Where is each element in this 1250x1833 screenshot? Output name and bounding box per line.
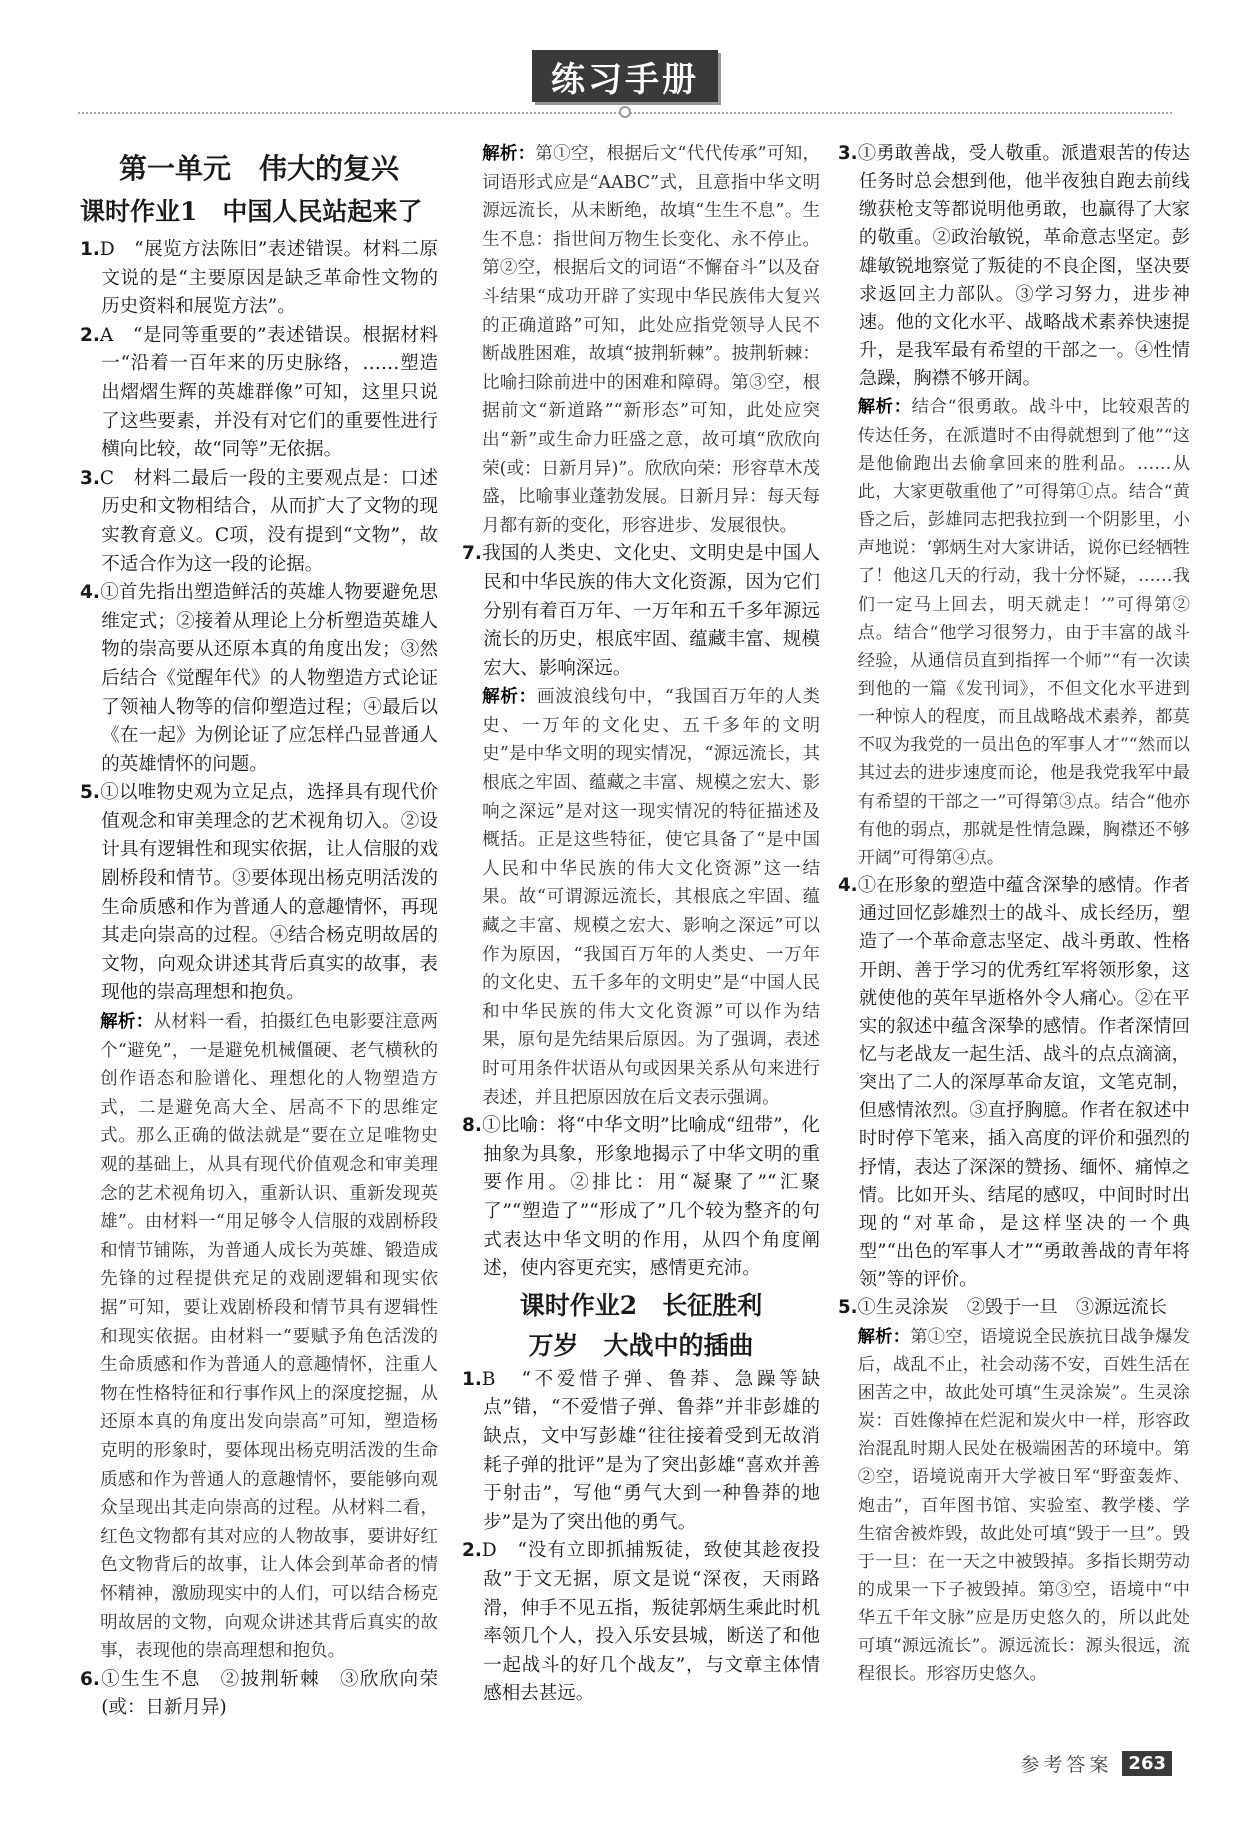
answer-item: 7.我国的人类史、文化史、文明史是中国人民和中华民族的伟大文化资源，因为它们分别有着百万年、一万年和五千多年源远流长的历史，根底牢固、蕴藏丰富、规模宏大、影响深远。	[462, 543, 820, 679]
answer-item: 5.①生灵涂炭 ②毁于一旦 ③源远流长	[838, 1297, 1167, 1319]
answer-item: 6.①生生不息 ②披荆斩棘 ③欣欣向荣(或：日新月异)	[80, 1668, 438, 1719]
analysis-block: 解析：从材料一看，拍摄红色电影要注意两个“避免”，一是避免机械僵硬、老气横秋的创作语态和脸谱化、理想化的人物塑造方式，二是避免高大全、居高不下的思维定式。那么正确的做法就是“要在立足唯物史观的基础上，从具有现代价值观念和审美理念的艺术视角切入，重新认识、重新发现英雄”。由材料一“用足够令人信服的戏剧桥段和情节铺陈，为普通人成长为英雄、锻造成先锋的过程提供充足的戏剧逻辑和现实依据”可知，要让戏剧桥段和情节具有逻辑性和现实依据。由材料一“要赋予角色活泼的生命质感和作为普通人的意趣情怀，注重人物在性格特征和行事作风上的深度挖掘，从还原本真的角度出发向崇高”可知，塑造杨克明的形象时，要体现出杨克明活泼的生命质感和作为普通人的意趣情怀，要能够向观众呈现出其走向崇高的过程。从材料二看，红色文物都有其对应的人物故事，要讲好红色文物背后的故事，让人体会到革命者的情怀精神，激励现实中的人们，可以结合杨克明故居的文物，向观众讲述其背后真实的故事，表现他的崇高理想和抱负。	[100, 1012, 439, 1662]
answer-item: 3.①勇敢善战，受人敬重。派遣艰苦的传达任务时总会想到他，他半夜独自跑去前线缴获枪支等都说明他勇敢，也赢得了大家的敬重。②政治敏锐，革命意志坚定。彭雄敏锐地察觉了叛徒的不良企图，坚决要求返回主力部队。③学习努力，进步神速。他的文化水平、战略战术素养快速提升，是我军最有希望的干部之一。④性情急躁，胸襟不够开阔。	[838, 143, 1190, 390]
lesson-title: 课时作业1 中国人民站起来了	[80, 197, 423, 226]
answer-item: 2.D “没有立即抓捕叛徒，致使其趁夜投敌”于文无据，原文是说“深夜，天雨路滑，伸手不见五指，叛徒郭炳生乘此时机率领几个人，投入乐安县城，断送了和他一起战斗的好几个战友”，与文章主体情感相去甚远。	[462, 1540, 820, 1705]
analysis-block: 解析：第①空，根据后文“代代传承”可知，词语形式应是“AABC”式，且意指中华文明源远流长，从未断绝，故填“生生不息”。生生不息：指世间万物生长变化、永不停止。第②空，根据后文的词语“不懈奋斗”以及奋斗结果“成功开辟了实现中华民族伟大复兴的正确道路”可知，此处应指党领导人民不断战胜困难，故填“披荆斩棘”。披荆斩棘：比喻扫除前进中的困难和障碍。第③空，根据前文“新道路”“新形态”可知，此处应突出“新”或生命力旺盛之意，故可填“欣欣向荣(或：日新月异)”。欣欣向荣：形容草木茂盛，比喻事业蓬勃发展。日新月异：每天每月都有新的变化，形容进步、发展很快。	[482, 144, 820, 536]
answer-item: 8.①比喻：将“中华文明”比喻成“纽带”，化抽象为具象，形象地揭示了中华文明的重要作用。②排比：用“凝聚了”“汇聚了”“塑造了”“形成了”几个较为整齐的句式表达中华文明的作用，从四个角度阐述，使内容更充实，感情更充沛。	[462, 1115, 820, 1280]
lesson-title: 课时作业2 长征胜利	[519, 1290, 763, 1320]
footer-label: 参考答案	[1020, 1754, 1113, 1776]
analysis-block: 解析：第①空，语境说全民族抗日战争爆发后，战乱不止，社会动荡不安，百姓生活在困苦之中，故此处可填“生灵涂炭”。生灵涂炭：百姓像掉在烂泥和炭火中一样，形容政治混乱时期人民处在极端困苦的环境中。第②空，语境说南开大学被日军“野蛮轰炸、炮击”，百年图书馆、实验室、教学楼、学生宿舍被炸毁，故此处可填“毁于一旦”。毁于一旦：在一天之中被毁掉。多指长期劳动的成果一下子被毁掉。第③空，语境中“中华五千年文脉”应是历史悠久的，所以此处可填“源远流长”。源远流长：源头很远，流程很长。形容历史悠久。	[857, 1326, 1190, 1685]
page-footer	[1020, 1750, 1172, 1777]
column-right	[838, 140, 1190, 1689]
section-banner	[532, 50, 718, 102]
lesson-title-line2: 万岁 大战中的插曲	[528, 1330, 754, 1360]
page-number: 263	[1122, 1751, 1172, 1776]
answer-item: 4.①在形象的塑造中蕴含深挚的感情。作者通过回忆彭雄烈士的战斗、成长经历，塑造了一个革命意志坚定、战斗勇敢、性格开朗、善于学习的优秀红军将领形象，这就使他的英年早逝格外令人痛心。②在平实的叙述中蕴含深挚的感情。作者深情回忆与老战友一起生活、战斗的点点滴滴，突出了二人的深厚革命友谊，文笔克制，但感情浓烈。③直抒胸臆。作者在叙述中时时停下笔来，插入高度的评价和强烈的抒情，表达了深深的赞扬、缅怀、痛悼之情。比如开头、结尾的感叹，中间时时出现的“对革命，是这样坚决的一个典型”“出色的军事人才”“勇敢善战的青年将领”等的评价。	[838, 875, 1190, 1291]
answer-item: 5.①以唯物史观为立足点，选择具有现代价值观念和审美理念的艺术视角切入。②设计具有逻辑性和现实依据，让人信服的戏剧桥段和情节。③要体现出杨克明活泼的生命质感和作为普通人的意趣情怀，再现其走向崇高的过程。④结合杨克明故居的文物，向观众讲述其背后真实的故事，表现他的崇高理想和抱负。	[80, 782, 438, 1004]
answer-item: 2.A “是同等重要的”表述错误。根据材料一“沿着一百年来的历史脉络，……塑造出熠熠生辉的英雄群像”可知，这里只说了这些要素，并没有对它们的重要性进行横向比较，故“同等”无依据。	[80, 324, 438, 461]
answer-item: 1.B “不爱惜子弹、鲁莽、急躁等缺点”错，“不爱惜子弹、鲁莽”并非彭雄的缺点，文中写彭雄“往往接着受到无故消耗子弹的批评”是为了突出彭雄“喜欢并善于射击”，写他“勇气大到一种鲁莽的地步”是为了突出他的勇气。	[462, 1368, 820, 1533]
divider-dot-icon	[619, 106, 631, 118]
answer-item: 1.D “展览方法陈旧”表述错误。材料二原文说的是“主要原因是缺乏革命性文物的历史资料和展览方法”。	[80, 239, 438, 318]
answer-item: 3.C 材料二最后一段的主要观点是：口述历史和文物相结合，从而扩大了文物的现实教育意义。C项，没有提到“文物”，故不适合作为这一段的论据。	[80, 467, 438, 575]
column-left	[80, 140, 438, 1723]
analysis-block: 解析：画波浪线句中，“我国百万年的人类史、一万年的文化史、五千多年的文明史”是中华文明的现实情况，“源远流长，其根底之牢固、蕴藏之丰富、规模之宏大、影响之深远”是对这一现实情况的特征描述及概括。正是这些特征，使它具备了“是中国人民和中华民族的伟大文化资源”这一结果。故“可谓源远流长，其根底之牢固、蕴藏之丰富、规模之宏大、影响之深远”可以作为原因，“我国百万年的人类史、一万年的文化史、五千多年的文明史”是“中国人民和中华民族的伟大文化资源”可以作为结果，原句是先结果后原因。为了强调，表述时可用条件状语从句或因果关系从句来进行表述，并且把原因放在后文表示强调。	[482, 687, 821, 1108]
unit-title: 第一单元 伟大的复兴	[118, 152, 399, 185]
column-middle	[462, 140, 820, 1709]
analysis-block: 解析：结合“很勇敢。战斗中，比较艰苦的传达任务，在派遣时不由得就想到了他”“这是他偷跑出去偷拿回来的胜利品。……从此，大家更敬重他了”可得第①点。结合“黄昏之后，彭雄同志把我拉到一个阴影里，小声地说：‘郭炳生对大家讲话，说你已经牺牲了！他这几天的行动，我十分怀疑，……我们一定马上回去，明天就走！’”可得第②点。结合“他学习很努力，由于丰富的战斗经验，从通信员直到指挥一个师”“有一次读到他的一篇《发刊词》，不但文化水平进到一种惊人的程度，而且战略战术素养，都莫不叹为我党的一员出色的军事人才”“然而以其过去的进步速度而论，他是我党我军中最有希望的干部之一”可得第③点。结合“他亦有他的弱点，那就是性情急躁，胸襟还不够开阔”可得第④点。	[857, 397, 1190, 868]
banner-title: 练习手册	[551, 59, 699, 100]
answer-item: 4.①首先指出塑造鲜活的英雄人物要避免思维定式；②接着从理论上分析塑造英雄人物的崇高要从还原本真的角度出发；③然后结合《觉醒年代》的人物塑造方式论证了领袖人物等的信仰塑造过程；④最后以《在一起》为例论证了应怎样凸显普通人的英雄情怀的问题。	[80, 582, 438, 775]
